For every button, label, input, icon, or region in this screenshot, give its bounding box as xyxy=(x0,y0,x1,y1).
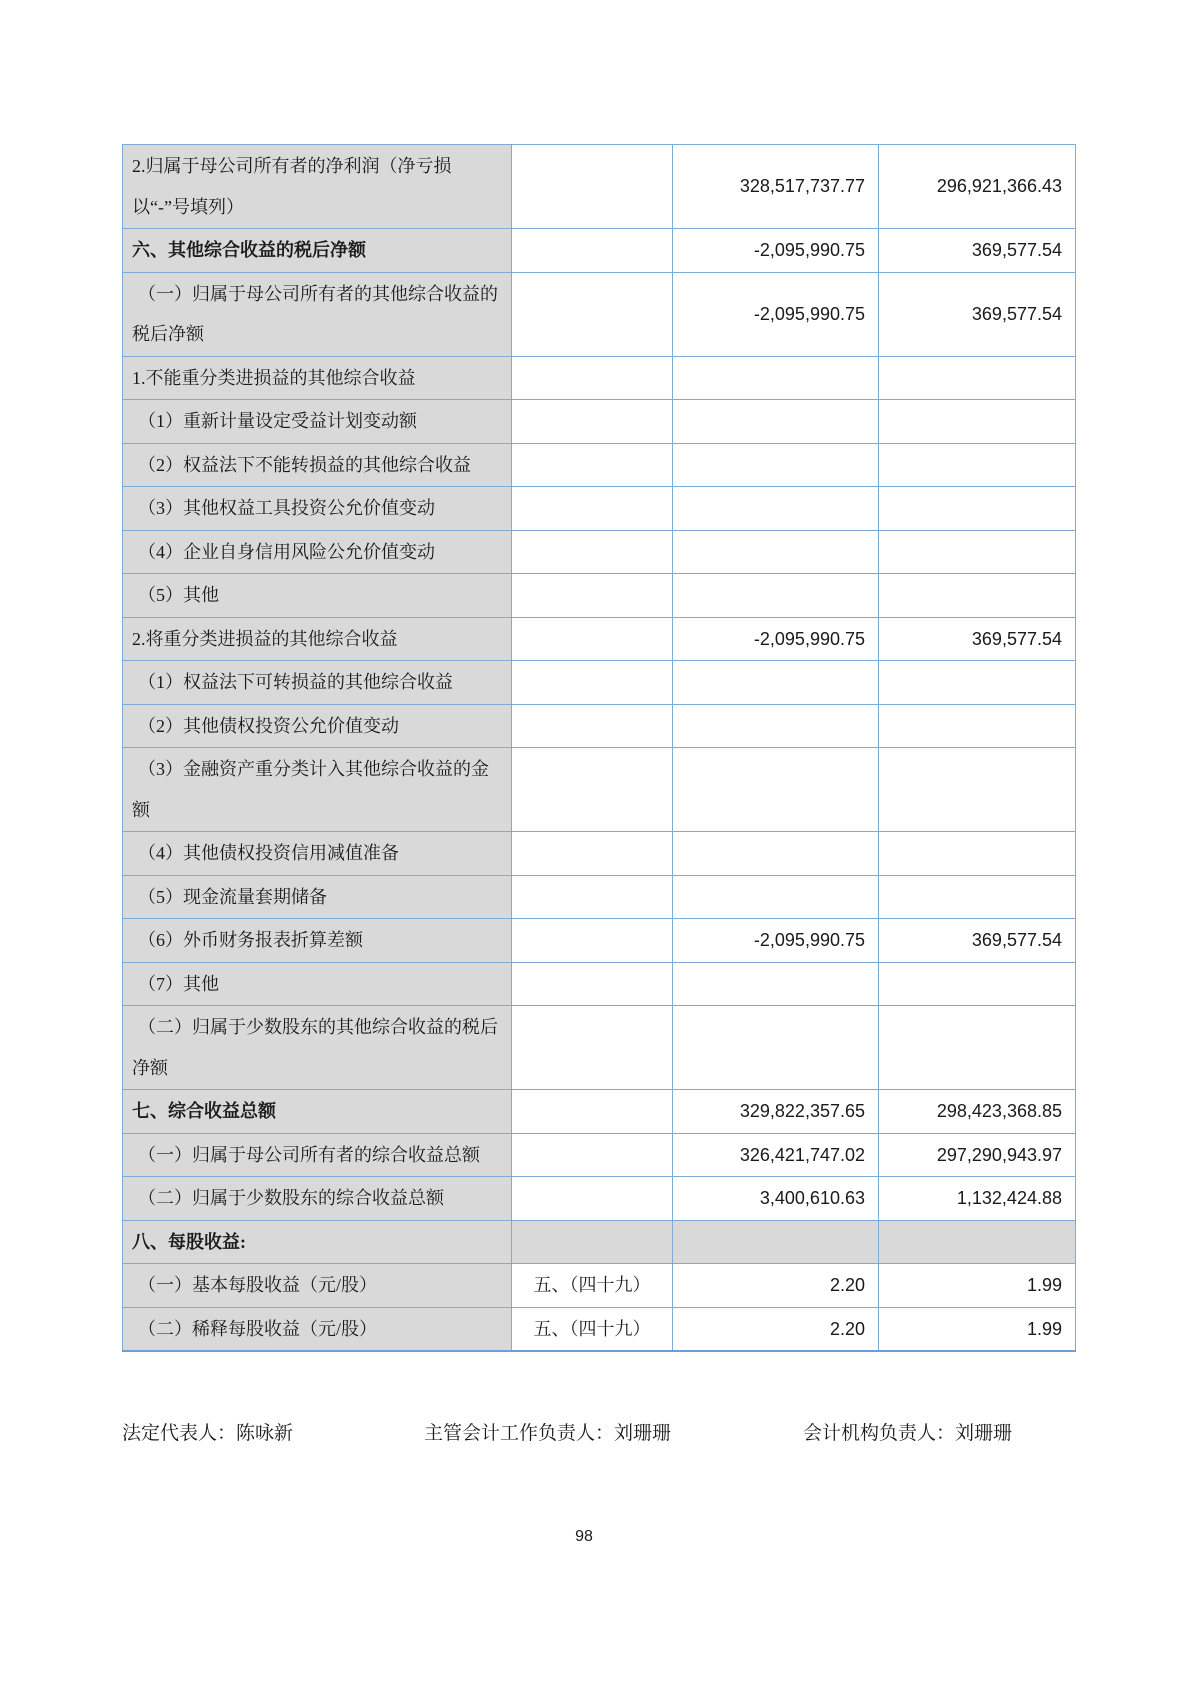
current-period-amount-cell: 2.20 xyxy=(673,1264,879,1308)
line-item-label-cell: （4）其他债权投资信用减值准备 xyxy=(123,832,512,876)
prior-period-amount-cell xyxy=(879,704,1076,748)
table-row xyxy=(123,1090,1076,1134)
current-period-amount-cell xyxy=(673,1220,879,1264)
current-period-amount-cell xyxy=(673,875,879,919)
current-period-amount-cell xyxy=(673,443,879,487)
note-reference-cell xyxy=(512,1006,673,1090)
table-row xyxy=(123,356,1076,400)
table-row xyxy=(123,875,1076,919)
line-item-label-cell: （1）权益法下可转损益的其他综合收益 xyxy=(123,661,512,705)
prior-period-amount-cell: 369,577.54 xyxy=(879,617,1076,661)
table-row xyxy=(123,1177,1076,1221)
current-period-amount-cell xyxy=(673,962,879,1006)
current-period-amount-cell xyxy=(673,400,879,444)
current-period-amount-cell xyxy=(673,574,879,618)
current-period-amount-cell: 2.20 xyxy=(673,1307,879,1351)
current-period-amount-cell: -2,095,990.75 xyxy=(673,617,879,661)
table-row xyxy=(123,574,1076,618)
note-reference-cell xyxy=(512,530,673,574)
line-item-label-cell: （2）权益法下不能转损益的其他综合收益 xyxy=(123,443,512,487)
line-item-label-cell: （一）基本每股收益（元/股） xyxy=(123,1264,512,1308)
note-reference-cell xyxy=(512,1090,673,1134)
line-item-label-cell: （二）归属于少数股东的其他综合收益的税后净额 xyxy=(123,1006,512,1090)
current-period-amount-cell xyxy=(673,832,879,876)
note-reference-cell xyxy=(512,1177,673,1221)
line-item-label-cell: （二）稀释每股收益（元/股） xyxy=(123,1307,512,1351)
table-row xyxy=(123,530,1076,574)
note-reference-cell xyxy=(512,145,673,229)
table-row xyxy=(123,400,1076,444)
prior-period-amount-cell xyxy=(879,748,1076,832)
line-item-label-cell: （3）其他权益工具投资公允价值变动 xyxy=(123,487,512,531)
note-reference-cell xyxy=(512,356,673,400)
current-period-amount-cell xyxy=(673,661,879,705)
income-statement-table xyxy=(122,144,1076,1352)
line-item-label-cell: （5）其他 xyxy=(123,574,512,618)
line-item-label-cell: 七、综合收益总额 xyxy=(123,1090,512,1134)
table-row xyxy=(123,1307,1076,1351)
line-item-label-cell: 六、其他综合收益的税后净额 xyxy=(123,229,512,273)
table-row xyxy=(123,617,1076,661)
prior-period-amount-cell xyxy=(879,875,1076,919)
note-reference-cell xyxy=(512,748,673,832)
prior-period-amount-cell: 1.99 xyxy=(879,1264,1076,1308)
table-row xyxy=(123,443,1076,487)
signature-line xyxy=(0,1418,1200,1448)
prior-period-amount-cell: 298,423,368.85 xyxy=(879,1090,1076,1134)
current-period-amount-cell xyxy=(673,1006,879,1090)
line-item-label-cell: （3）金融资产重分类计入其他综合收益的金额 xyxy=(123,748,512,832)
chief-accounting-officer-label: 主管会计工作负责人：刘珊珊 xyxy=(424,1423,672,1444)
current-period-amount-cell xyxy=(673,704,879,748)
prior-period-amount-cell: 297,290,943.97 xyxy=(879,1133,1076,1177)
table-row xyxy=(123,1264,1076,1308)
line-item-label-cell: 2.将重分类进损益的其他综合收益 xyxy=(123,617,512,661)
prior-period-amount-cell: 1,132,424.88 xyxy=(879,1177,1076,1221)
table-row xyxy=(123,272,1076,356)
note-reference-cell xyxy=(512,443,673,487)
current-period-amount-cell: 329,822,357.65 xyxy=(673,1090,879,1134)
note-reference-cell xyxy=(512,832,673,876)
line-item-label-cell: （二）归属于少数股东的综合收益总额 xyxy=(123,1177,512,1221)
line-item-label-cell: （5）现金流量套期储备 xyxy=(123,875,512,919)
note-reference-cell xyxy=(512,1133,673,1177)
prior-period-amount-cell: 1.99 xyxy=(879,1307,1076,1351)
note-reference-cell: 五、（四十九） xyxy=(512,1307,673,1351)
table-row xyxy=(123,487,1076,531)
current-period-amount-cell: -2,095,990.75 xyxy=(673,919,879,963)
prior-period-amount-cell xyxy=(879,400,1076,444)
prior-period-amount-cell: 369,577.54 xyxy=(879,919,1076,963)
line-item-label-cell: （6）外币财务报表折算差额 xyxy=(123,919,512,963)
current-period-amount-cell: 3,400,610.63 xyxy=(673,1177,879,1221)
table-row xyxy=(123,704,1076,748)
prior-period-amount-cell xyxy=(879,1220,1076,1264)
prior-period-amount-cell: 369,577.54 xyxy=(879,272,1076,356)
income-statement-table-body xyxy=(123,145,1076,1352)
table-row xyxy=(123,661,1076,705)
line-item-label-cell: 1.不能重分类进损益的其他综合收益 xyxy=(123,356,512,400)
prior-period-amount-cell xyxy=(879,1006,1076,1090)
current-period-amount-cell: -2,095,990.75 xyxy=(673,229,879,273)
table-row xyxy=(123,1220,1076,1264)
accounting-department-head-label: 会计机构负责人：刘珊珊 xyxy=(803,1423,1013,1444)
note-reference-cell xyxy=(512,962,673,1006)
current-period-amount-cell: 326,421,747.02 xyxy=(673,1133,879,1177)
line-item-label-cell: （4）企业自身信用风险公允价值变动 xyxy=(123,530,512,574)
note-reference-cell xyxy=(512,919,673,963)
note-reference-cell xyxy=(512,704,673,748)
line-item-label-cell: （7）其他 xyxy=(123,962,512,1006)
line-item-label-cell: （一）归属于母公司所有者的综合收益总额 xyxy=(123,1133,512,1177)
note-reference-cell xyxy=(512,272,673,356)
prior-period-amount-cell xyxy=(879,832,1076,876)
current-period-amount-cell: 328,517,737.77 xyxy=(673,145,879,229)
line-item-label-cell: （1）重新计量设定受益计划变动额 xyxy=(123,400,512,444)
prior-period-amount-cell: 296,921,366.43 xyxy=(879,145,1076,229)
current-period-amount-cell xyxy=(673,356,879,400)
page-number: 98 xyxy=(575,1528,593,1545)
legal-representative-label: 法定代表人：陈咏新 xyxy=(122,1423,294,1444)
current-period-amount-cell xyxy=(673,530,879,574)
prior-period-amount-cell xyxy=(879,661,1076,705)
prior-period-amount-cell xyxy=(879,962,1076,1006)
note-reference-cell xyxy=(512,1220,673,1264)
table-row xyxy=(123,962,1076,1006)
table-row xyxy=(123,145,1076,229)
note-reference-cell xyxy=(512,661,673,705)
prior-period-amount-cell xyxy=(879,443,1076,487)
table-row xyxy=(123,229,1076,273)
note-reference-cell xyxy=(512,574,673,618)
note-reference-cell xyxy=(512,875,673,919)
table-row xyxy=(123,1133,1076,1177)
current-period-amount-cell: -2,095,990.75 xyxy=(673,272,879,356)
prior-period-amount-cell: 369,577.54 xyxy=(879,229,1076,273)
prior-period-amount-cell xyxy=(879,530,1076,574)
line-item-label-cell: 2.归属于母公司所有者的净利润（净亏损以“-”号填列） xyxy=(123,145,512,229)
line-item-label-cell: 八、每股收益: xyxy=(123,1220,512,1264)
prior-period-amount-cell xyxy=(879,487,1076,531)
note-reference-cell xyxy=(512,617,673,661)
note-reference-cell xyxy=(512,400,673,444)
current-period-amount-cell xyxy=(673,487,879,531)
note-reference-cell: 五、（四十九） xyxy=(512,1264,673,1308)
table-row xyxy=(123,919,1076,963)
table-row xyxy=(123,748,1076,832)
prior-period-amount-cell xyxy=(879,356,1076,400)
note-reference-cell xyxy=(512,487,673,531)
line-item-label-cell: （2）其他债权投资公允价值变动 xyxy=(123,704,512,748)
note-reference-cell xyxy=(512,229,673,273)
prior-period-amount-cell xyxy=(879,574,1076,618)
table-row xyxy=(123,1006,1076,1090)
line-item-label-cell: （一）归属于母公司所有者的其他综合收益的税后净额 xyxy=(123,272,512,356)
current-period-amount-cell xyxy=(673,748,879,832)
table-row xyxy=(123,832,1076,876)
